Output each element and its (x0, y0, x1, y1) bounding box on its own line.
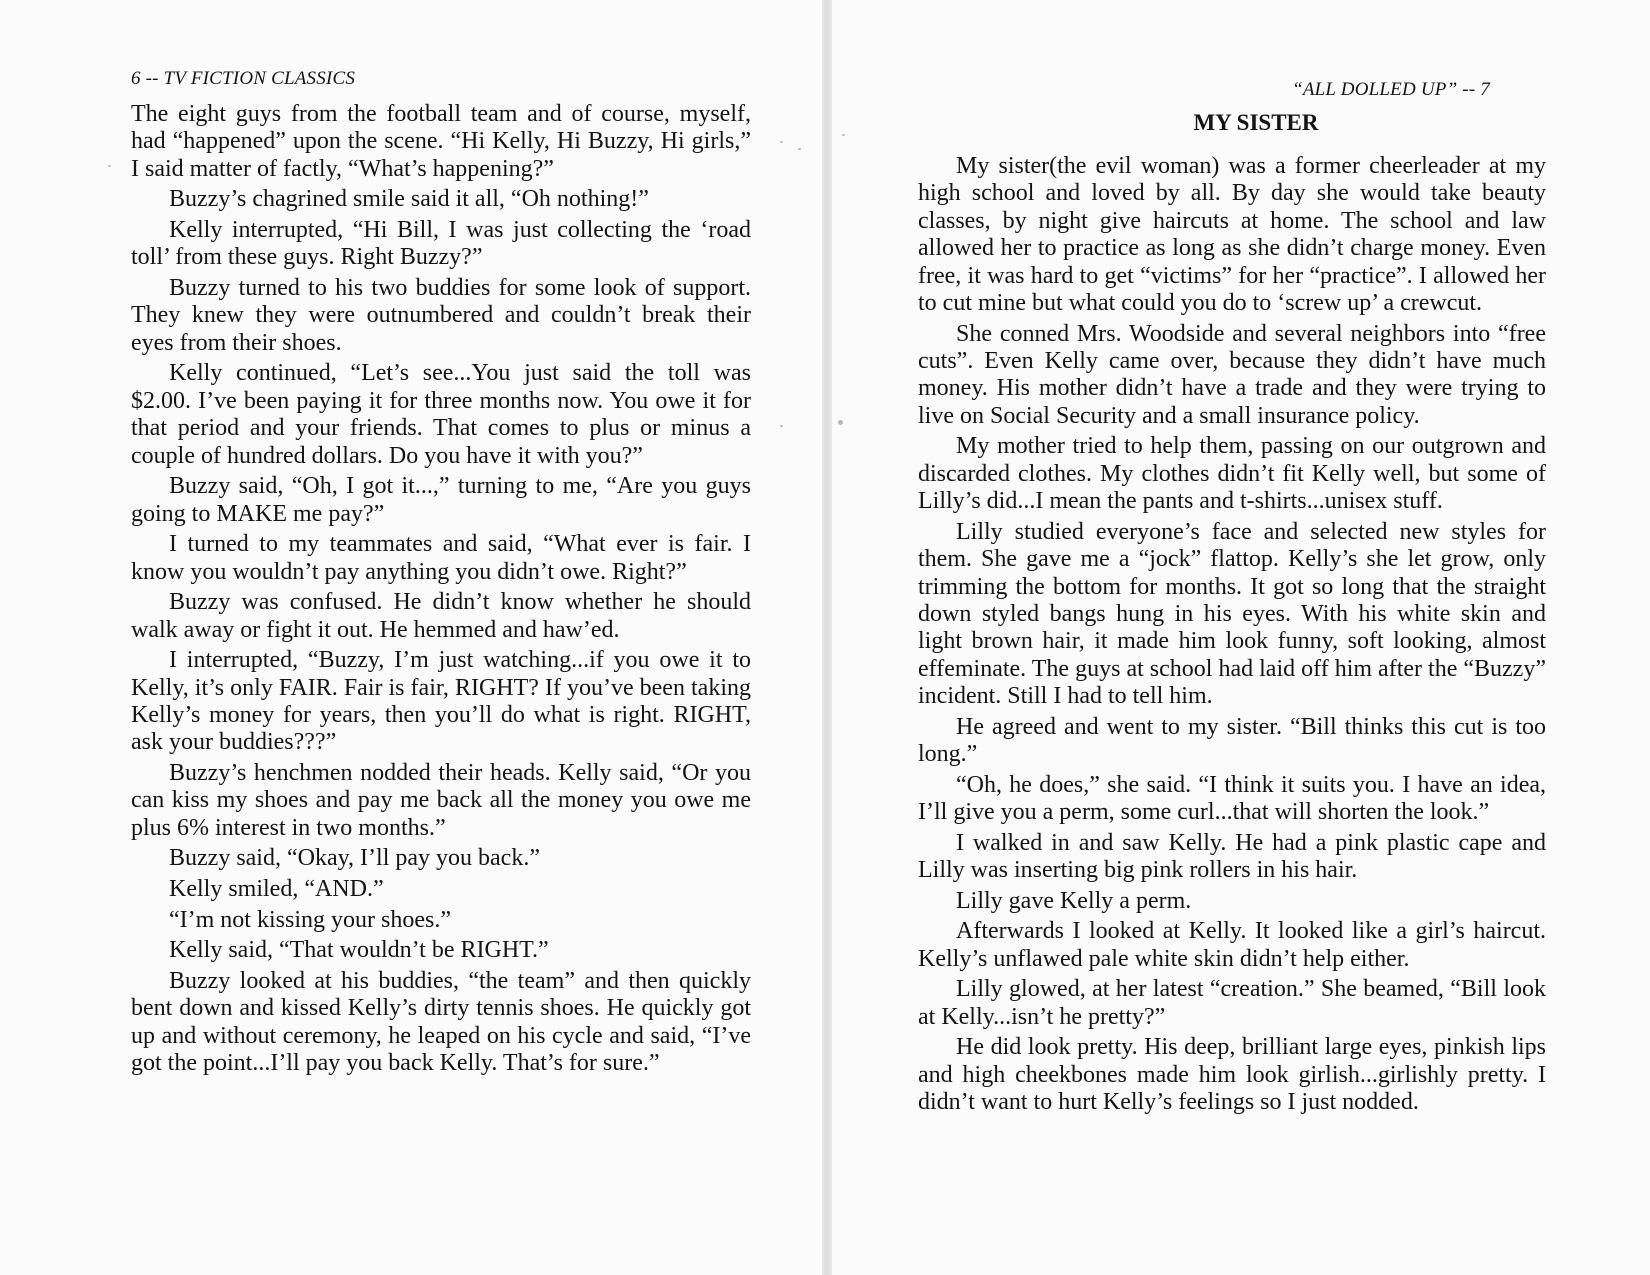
scan-speck (842, 134, 845, 136)
paragraph: Kelly smiled, “AND.” (169, 876, 384, 903)
paragraph: Buzzy was confused. He didn’t know whether he should walk away or fight it out. He hemmed and haw’ed. (131, 589, 751, 643)
paragraph: I interrupted, “Buzzy, I’m just watching...if you owe it to Kelly, it’s only FAIR. Fair is fair, RIGHT? If you’ve been taking Kelly’s money for years, then you’ll do what is right. RIGHT, ask your buddies???” (131, 647, 751, 756)
scan-speck (838, 420, 843, 425)
right-page-header: “ALL DOLLED UP” -- 7 (1292, 79, 1490, 100)
scan-speck (798, 148, 801, 150)
paragraph: Afterwards I looked at Kelly. It looked like a girl’s haircut. Kelly’s unflawed pale white skin didn’t help either. (918, 918, 1546, 972)
paragraph: “I’m not kissing your shoes.” (169, 906, 451, 933)
left-page-header: 6 -- TV FICTION CLASSICS (131, 68, 356, 89)
right-page-body (918, 153, 1546, 1120)
scan-speck (780, 141, 783, 143)
paragraph: I turned to my teammates and said, “What ever is fair. I know you wouldn’t pay anything you didn’t owe. Right?” (131, 531, 751, 585)
paragraph: My mother tried to help them, passing on our outgrown and discarded clothes. My clothes didn’t fit Kelly well, but some of Lilly’s did...I mean the pants and t-shirts...unisex stuff. (918, 433, 1546, 515)
scan-speck (108, 165, 111, 167)
paragraph: I walked in and saw Kelly. He had a pink plastic cape and Lilly was inserting big pink rollers in his hair. (918, 829, 1546, 884)
paragraph: Kelly continued, “Let’s see...You just said the toll was $2.00. I’ve been paying it for three months now. You owe it for that period and your friends. That comes to plus or minus a couple of hundred dollars. Do you have it with you?” (131, 360, 751, 469)
paragraph: Buzzy said, “Okay, I’ll pay you back.” (169, 845, 540, 872)
paragraph: Buzzy’s chagrined smile said it all, “Oh nothing!” (169, 186, 649, 213)
paragraph: Buzzy’s henchmen nodded their heads. Kelly said, “Or you can kiss my shoes and pay me back all the money you owe me plus 6% interest in two months.” (131, 760, 751, 841)
paragraph: Kelly interrupted, “Hi Bill, I was just collecting the ‘road toll’ from these guys. Right Buzzy?” (131, 217, 751, 271)
paragraph: “Oh, he does,” she said. “I think it suits you. I have an idea, I’ll give you a perm, some curl...that will shorten the look.” (918, 771, 1546, 826)
right-page (832, 0, 1650, 1275)
paragraph: Buzzy said, “Oh, I got it...,” turning to me, “Are you guys going to MAKE me pay?” (131, 473, 751, 527)
paragraph: My sister(the evil woman) was a former cheerleader at my high school and loved by all. By day she would take beauty classes, by night give haircuts at home. The school and law allowed her to practice as long as she didn’t charge money. Even free, it was hard to get “victims” for her “practice”. I allowed her to cut mine but what could you do to ‘screw up’ a crewcut. (918, 153, 1546, 317)
paragraph: Lilly glowed, at her latest “creation.” She beamed, “Bill look at Kelly...isn’t he pretty?” (918, 976, 1546, 1030)
paragraph: Kelly said, “That wouldn’t be RIGHT.” (169, 937, 549, 964)
book-gutter (822, 0, 832, 1275)
paragraph: Lilly gave Kelly a perm. (956, 887, 1192, 914)
paragraph: He agreed and went to my sister. “Bill thinks this cut is too long.” (918, 713, 1546, 768)
paragraph: The eight guys from the football team and of course, myself, had “happened” upon the scene. “Hi Kelly, Hi Buzzy, Hi girls,” I said matter of factly, “What’s happening?” (131, 101, 751, 182)
paragraph: He did look pretty. His deep, brilliant large eyes, pinkish lips and high cheekbones made him look girlish...girlishly pretty. I didn’t want to hurt Kelly’s feelings so I just nodded. (918, 1034, 1546, 1116)
paragraph: Buzzy looked at his buddies, “the team” and then quickly bent down and kissed Kelly’s dirty tennis shoes. He quickly got up and without ceremony, he leaped on his cycle and said, “I’ve got the point...I’ll pay you back Kelly. That’s for sure.” (131, 967, 751, 1077)
chapter-title: MY SISTER (1193, 110, 1319, 135)
paragraph: She conned Mrs. Woodside and several neighbors into “free cuts”. Even Kelly came over, because they didn’t have much money. His mother didn’t have a trade and they were trying to live on Social Security and a small insurance policy. (918, 320, 1546, 429)
left-page (0, 0, 822, 1275)
paragraph: Lilly studied everyone’s face and selected new styles for them. She gave me a “jock” flattop. Kelly’s she let grow, only trimming the bottom for months. It got so long that the straight down styled bangs hung in his eyes. With his white skin and light brown hair, it made him look funny, soft looking, almost effeminate. The guys at school had laid off him after the “Buzzy” incident. Still I had to tell him. (918, 518, 1546, 710)
paragraph: Buzzy turned to his two buddies for some look of support. They knew they were outnumbered and couldn’t break their eyes from their shoes. (131, 275, 751, 356)
scan-speck (780, 425, 783, 427)
left-page-body (131, 101, 751, 1081)
